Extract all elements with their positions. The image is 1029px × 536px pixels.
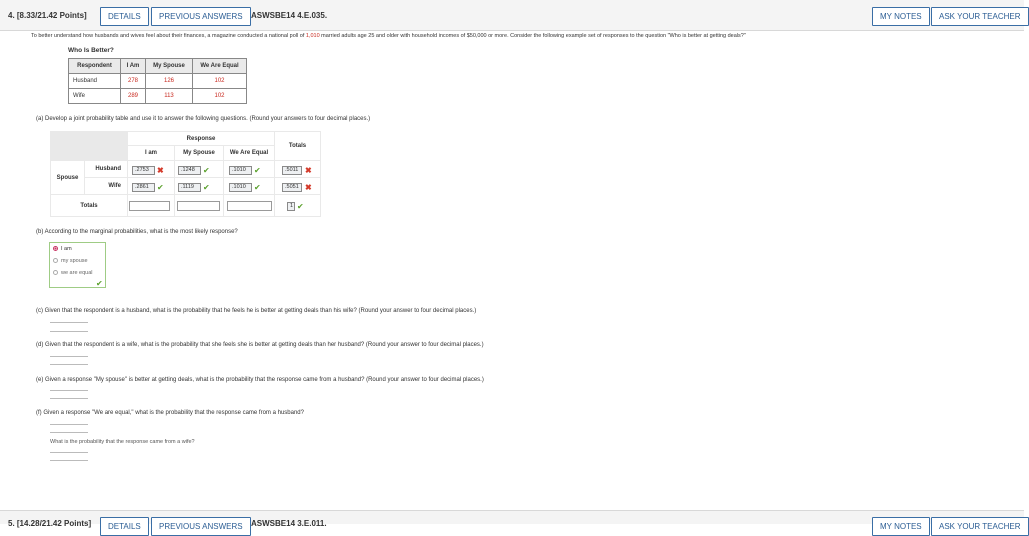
husband-my-spouse-input[interactable]: .1248 bbox=[178, 166, 201, 175]
survey-value: 126 bbox=[146, 74, 193, 89]
option-label: I am bbox=[61, 246, 72, 252]
previous-answers-button[interactable]: PREVIOUS ANSWERS bbox=[151, 517, 251, 536]
poll-size: 1,010 bbox=[305, 33, 320, 39]
question-id: ASWSBE14 4.E.035. bbox=[251, 11, 328, 20]
correct-icon: ✔ bbox=[203, 166, 210, 175]
correct-icon: ✔ bbox=[203, 183, 210, 192]
part-d-answer-underline bbox=[50, 364, 88, 365]
part-c-answer-underline bbox=[50, 331, 88, 332]
survey-header-my-spouse: My Spouse bbox=[146, 59, 193, 74]
question-number: 4. [8.33/21.42 Points] bbox=[8, 11, 87, 20]
details-button[interactable]: DETAILS bbox=[100, 7, 149, 26]
my-notes-button[interactable]: MY NOTES bbox=[872, 7, 930, 26]
correct-icon: ✔ bbox=[254, 166, 261, 175]
survey-value: 289 bbox=[121, 89, 146, 104]
total-i-am-input[interactable] bbox=[129, 201, 170, 211]
wife-total-input[interactable]: .5051 bbox=[282, 183, 302, 192]
correct-icon: ✔ bbox=[254, 183, 261, 192]
part-e-prompt: (e) Given a response "My spouse" is better at getting deals, what is the probability that the response came from a husband? (Round your answer to four decimal places.) bbox=[36, 377, 484, 383]
jt-totals-header: Totals bbox=[275, 132, 320, 160]
jt-row-totals: Totals bbox=[51, 195, 127, 216]
jt-row-wife: Wife bbox=[85, 178, 127, 194]
table-row bbox=[69, 74, 247, 89]
question-intro bbox=[31, 33, 746, 39]
option-label: we are equal bbox=[61, 270, 93, 276]
option-my-spouse[interactable] bbox=[53, 258, 88, 264]
question-id: ASWSBE14 3.E.011. bbox=[251, 519, 327, 528]
part-a-prompt: (a) Develop a joint probability table and use it to answer the following questions. (Round your answers to four decimal places.) bbox=[36, 116, 371, 122]
jt-col-my-spouse: My Spouse bbox=[175, 146, 223, 160]
incorrect-icon: ✖ bbox=[157, 166, 164, 175]
wife-equal-input[interactable]: .1010 bbox=[229, 183, 252, 192]
incorrect-icon: ✖ bbox=[305, 166, 312, 175]
part-f-prompt: (f) Given a response "We are equal," what is the probability that the response came from a husband? bbox=[36, 410, 304, 416]
incorrect-icon: ✖ bbox=[305, 183, 312, 192]
ask-teacher-button[interactable]: ASK YOUR TEACHER bbox=[931, 7, 1029, 26]
husband-equal-input[interactable]: .1010 bbox=[229, 166, 252, 175]
table-row bbox=[69, 89, 247, 104]
option-we-are-equal[interactable] bbox=[53, 270, 93, 276]
survey-value: 102 bbox=[193, 89, 247, 104]
husband-i-am-input[interactable]: .2753 bbox=[132, 166, 155, 175]
part-f-wife-answer-input[interactable] bbox=[50, 452, 88, 453]
jt-row-group-spouse: Spouse bbox=[51, 161, 84, 194]
radio-icon[interactable] bbox=[53, 258, 58, 263]
my-notes-button[interactable]: MY NOTES bbox=[872, 517, 930, 536]
survey-value: 278 bbox=[121, 74, 146, 89]
survey-value: 102 bbox=[193, 74, 247, 89]
survey-header-equal: We Are Equal bbox=[193, 59, 247, 74]
radio-icon[interactable] bbox=[53, 270, 58, 275]
previous-answers-button[interactable]: PREVIOUS ANSWERS bbox=[151, 7, 251, 26]
ask-teacher-button[interactable]: ASK YOUR TEACHER bbox=[931, 517, 1029, 536]
survey-value: 113 bbox=[146, 89, 193, 104]
part-b-prompt: (b) According to the marginal probabilities, what is the most likely response? bbox=[36, 229, 238, 235]
option-i-am[interactable] bbox=[53, 246, 72, 252]
wife-i-am-input[interactable]: .2861 bbox=[132, 183, 155, 192]
correct-icon: ✔ bbox=[96, 279, 103, 288]
husband-total-input[interactable]: .5011 bbox=[282, 166, 302, 175]
survey-respondent: Husband bbox=[69, 74, 121, 89]
part-c-answer-input[interactable] bbox=[50, 322, 88, 323]
part-f-wife-answer-underline bbox=[50, 460, 88, 461]
radio-selected-icon[interactable] bbox=[53, 246, 58, 251]
part-d-prompt: (d) Given that the respondent is a wife, what is the probability that she feels she is better at getting deals than her husband? (Round your answer to four decimal places.) bbox=[36, 342, 484, 348]
intro-text-before: To better understand how husbands and wives feel about their finances, a magazine conducted a national poll of bbox=[31, 33, 306, 39]
survey-table bbox=[68, 58, 247, 104]
grand-total-input[interactable]: 1 bbox=[287, 202, 295, 211]
jt-response-header: Response bbox=[128, 132, 274, 145]
survey-header-respondent: Respondent bbox=[69, 59, 121, 74]
details-button[interactable]: DETAILS bbox=[100, 517, 149, 536]
option-label: my spouse bbox=[61, 258, 88, 264]
survey-title: Who Is Better? bbox=[68, 47, 114, 54]
part-b-answer-box bbox=[49, 242, 106, 288]
intro-text-after: married adults age 25 and older with household incomes of $50,000 or more. Consider the following example set of responses to the question "Who is better at getting deals?" bbox=[319, 33, 746, 39]
part-f-husband-answer-input[interactable] bbox=[50, 424, 88, 425]
total-equal-input[interactable] bbox=[227, 201, 272, 211]
question-header bbox=[0, 0, 1024, 31]
total-my-spouse-input[interactable] bbox=[177, 201, 220, 211]
part-c-prompt: (c) Given that the respondent is a husband, what is the probability that he feels he is better at getting deals than his wife? (Round your answer to four decimal places.) bbox=[36, 308, 477, 314]
wife-my-spouse-input[interactable]: .1119 bbox=[178, 183, 201, 192]
part-f-followup: What is the probability that the response came from a wife? bbox=[50, 439, 195, 445]
part-e-answer-underline bbox=[50, 398, 88, 399]
jt-col-equal: We Are Equal bbox=[224, 146, 274, 160]
jt-row-husband: Husband bbox=[85, 161, 127, 177]
survey-header-i-am: I Am bbox=[121, 59, 146, 74]
correct-icon: ✔ bbox=[297, 202, 304, 211]
jt-col-i-am: I am bbox=[128, 146, 174, 160]
part-d-answer-input[interactable] bbox=[50, 356, 88, 357]
survey-respondent: Wife bbox=[69, 89, 121, 104]
question-number: 5. [14.28/21.42 Points] bbox=[8, 519, 92, 528]
part-e-answer-input[interactable] bbox=[50, 390, 88, 391]
part-f-husband-answer-underline bbox=[50, 432, 88, 433]
next-question-header bbox=[0, 510, 1024, 531]
correct-icon: ✔ bbox=[157, 183, 164, 192]
